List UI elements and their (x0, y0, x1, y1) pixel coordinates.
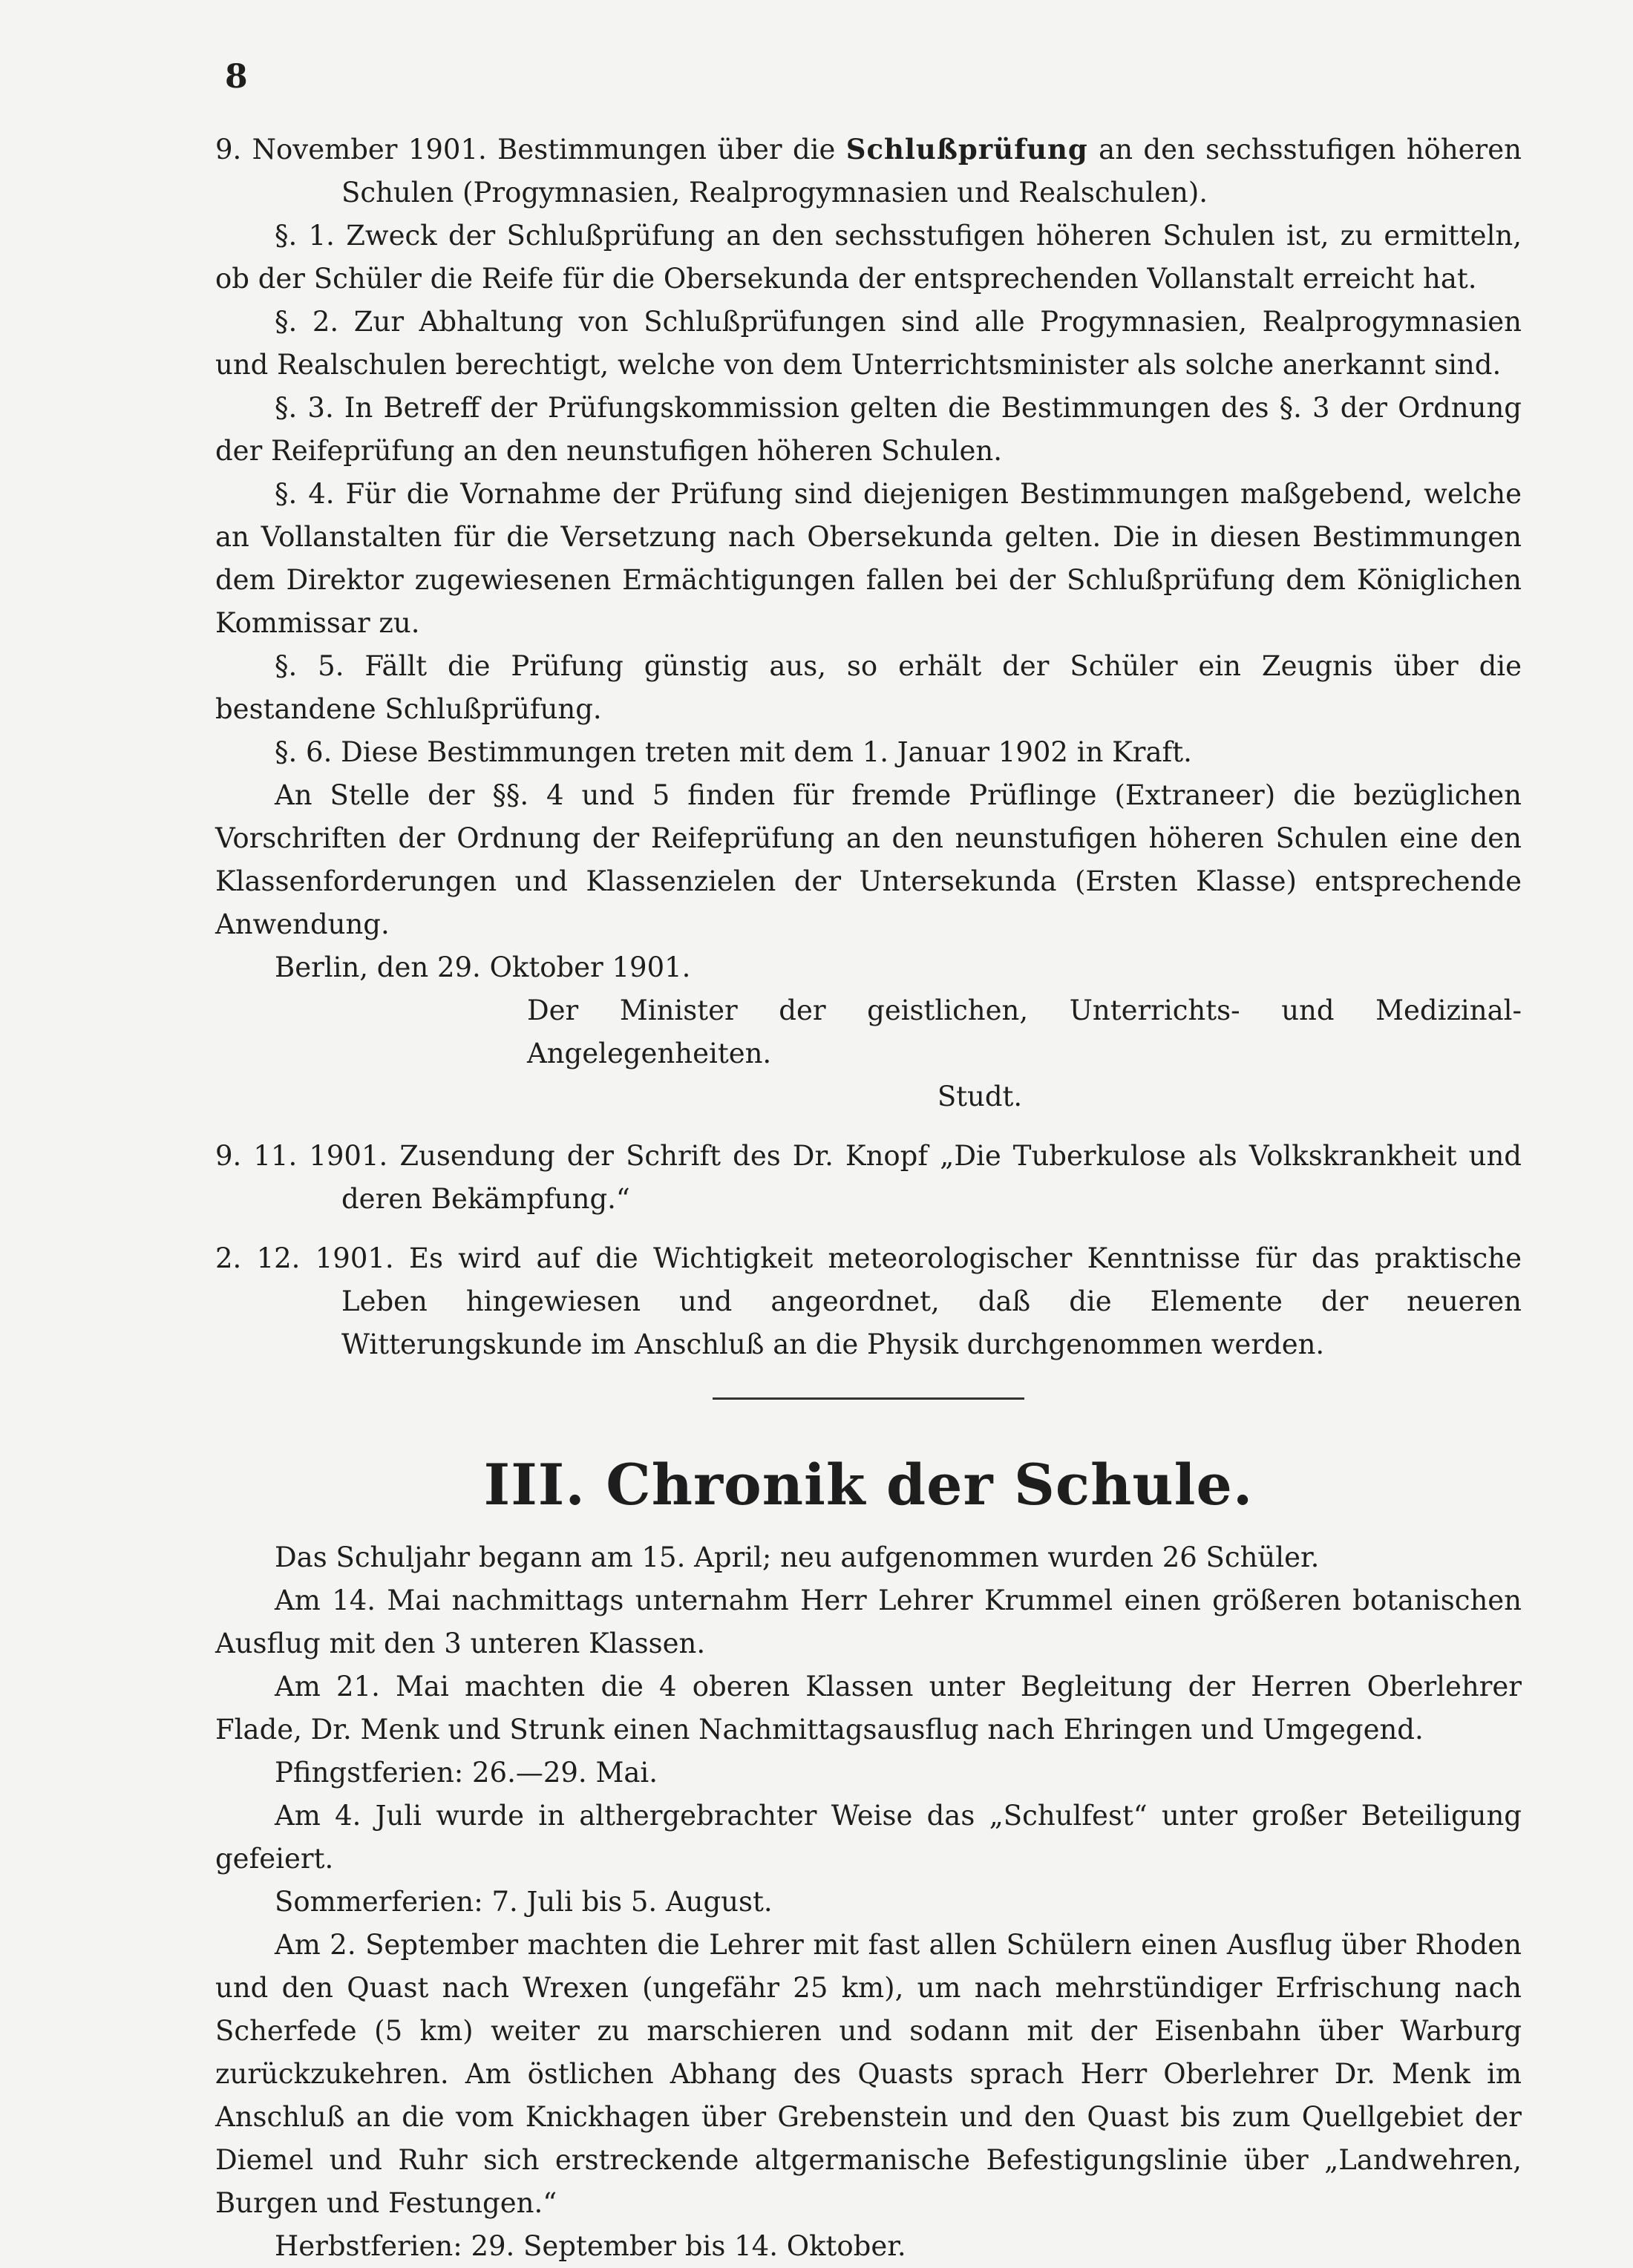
paragraph-section-4: §. 4. Für die Vornahme der Prüfung sind diejenigen Bestimmungen maßgebend, welche an Vollanstalten für die Versetzung nach Obersekunda gelten. Die in diesen Bestimmungen dem Direktor zugewiesenen Ermächtigungen fallen bei der Schlußprüfung dem Königlichen Kommissar zu. (215, 478, 1522, 639)
chronicle-paragraph: Sommerferien: 7. Juli bis 5. August. (275, 1886, 773, 1918)
decree-title-pre: Bestimmungen über die (497, 134, 836, 165)
chronicle-paragraph: Pfingstferien: 26.—29. Mai. (275, 1757, 658, 1789)
decree-text: Zusendung der Schrift des Dr. Knopf „Die Tuberkulose als Volkskrankheit und deren Bekämpfung.“ (341, 1140, 1522, 1215)
paragraph-section-6: §. 6. Diese Bestimmungen treten mit dem 1. Januar 1902 in Kraft. (275, 736, 1192, 768)
signature-name: Studt. (937, 1081, 1023, 1112)
decree-title-emphasis: Schlußprüfung (845, 133, 1088, 165)
section-divider (713, 1397, 1024, 1400)
section-heading: III. Chronik der Schule. (483, 1452, 1254, 1518)
signature-title: Der Minister der geistlichen, Unterrichts- und Medizinal-Angelegenheiten. (527, 994, 1522, 1069)
spacer (215, 1221, 1522, 1237)
spacer (215, 1118, 1522, 1135)
chronicle-paragraph: Das Schuljahr begann am 15. April; neu aufgenommen wurden 26 Schüler. (275, 1541, 1320, 1573)
decree-date: 9. 11. 1901. (215, 1140, 388, 1172)
decree-meteorology (215, 1237, 1522, 1366)
page-number: 8 (225, 58, 248, 96)
decree-title-post: an den sechsstufigen höheren Schulen (Progymnasien, Realprogymnasien und Realschulen). (341, 134, 1522, 209)
chronicle-paragraph: Am 4. Juli wurde in althergebrachter Weise das „Schulfest“ unter großer Beteiligung gefeiert. (215, 1800, 1522, 1875)
paragraph-section-2: §. 2. Zur Abhaltung von Schlußprüfungen sind alle Progymnasien, Realprogymnasien und Realschulen berechtigt, welche von dem Unterrichtsminister als solche anerkannt sind. (215, 306, 1522, 381)
decree-date: 2. 12. 1901. (215, 1242, 394, 1274)
page-body (215, 128, 1522, 2268)
place-date: Berlin, den 29. Oktober 1901. (275, 951, 691, 983)
decree-text: Es wird auf die Wichtigkeit meteorologischer Kenntnisse für das praktische Leben hingewiesen und angeordnet, daß die Elemente der neueren Witterungskunde im Anschluß an die Physik durchgenommen werden. (341, 1242, 1522, 1360)
chronicle-paragraph: Am 2. September machten die Lehrer mit fast allen Schülern einen Ausflug über Rhoden und den Quast nach Wrexen (ungefähr 25 km), um nach mehrstündiger Erfrischung nach Scherfede (5 km) weiter zu marschieren und sodann mit der Eisenbahn über Warburg zurückzukehren. Am östlichen Abhang des Quasts sprach Herr Oberlehrer Dr. Menk im Anschluß an die vom Knickhagen über Grebenstein und den Quast bis zum Quellgebiet der Diemel und Ruhr sich erstreckende altgermanische Befestigungslinie über „Landwehren, Burgen und Festungen.“ (215, 1929, 1522, 2219)
paragraph-section-1: §. 1. Zweck der Schlußprüfung an den sechsstufigen höheren Schulen ist, zu ermitteln, ob der Schüler die Reife für die Obersekunda der entsprechenden Vollanstalt erreicht hat. (215, 220, 1522, 295)
decree-schlusspruefung-title (215, 128, 1522, 214)
chronicle-paragraph: Herbstferien: 29. September bis 14. Oktober. (275, 2230, 906, 2262)
chronicle-paragraph: Am 14. Mai nachmittags unternahm Herr Lehrer Krummel einen größeren botanischen Ausflug mit den 3 unteren Klassen. (215, 1584, 1522, 1659)
decree-knopf (215, 1135, 1522, 1221)
chronicle-paragraph: Am 21. Mai machten die 4 oberen Klassen unter Begleitung der Herren Oberlehrer Flade, Dr. Menk und Strunk einen Nachmittagsausflug nach Ehringen und Umgegend. (215, 1671, 1522, 1746)
paragraph-extraneer: An Stelle der §§. 4 und 5 finden für fremde Prüflinge (Extraneer) die bezüglichen Vorschriften der Ordnung der Reifeprüfung an den neunstufigen höheren Schulen eine den Klassenforderungen und Klassenzielen der Untersekunda (Ersten Klasse) entsprechende Anwendung. (215, 779, 1522, 940)
paragraph-section-3: §. 3. In Betreff der Prüfungskommission gelten die Bestimmungen des §. 3 der Ordnung der Reifeprüfung an den neunstufigen höheren Schulen. (215, 392, 1522, 467)
paragraph-section-5: §. 5. Fällt die Prüfung günstig aus, so erhält der Schüler ein Zeugnis über die bestandene Schlußprüfung. (215, 650, 1522, 725)
decree-date: 9. November 1901. (215, 134, 487, 165)
